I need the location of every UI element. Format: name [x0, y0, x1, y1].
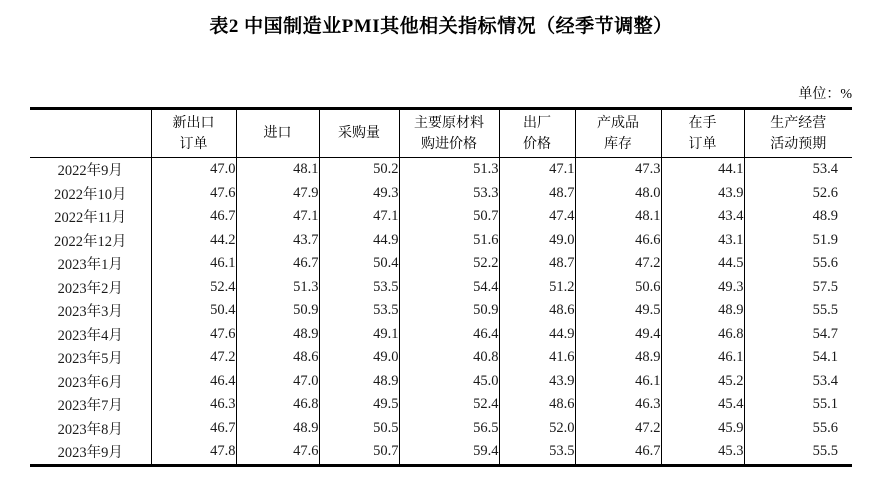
value-cell: 48.6: [236, 346, 319, 370]
value-cell: 55.6: [744, 252, 852, 276]
value-cell: 45.2: [661, 370, 744, 394]
column-header: 出厂 价格: [499, 109, 575, 158]
value-cell: 43.7: [236, 229, 319, 253]
table-row: [30, 346, 852, 370]
value-cell: 44.2: [151, 229, 236, 253]
period-cell: 2022年9月: [57, 163, 123, 180]
value-cell: 50.6: [575, 276, 661, 300]
value-cell: 49.1: [319, 323, 399, 347]
value-cell: 46.7: [151, 417, 236, 441]
value-cell: 50.4: [319, 252, 399, 276]
value-cell: 48.9: [319, 370, 399, 394]
value-cell: 44.9: [499, 323, 575, 347]
table-row: [30, 158, 852, 182]
value-cell: 46.1: [661, 346, 744, 370]
value-cell: 47.0: [236, 370, 319, 394]
value-cell: 52.6: [744, 182, 852, 206]
value-cell: 52.2: [399, 252, 499, 276]
value-cell: 46.3: [575, 393, 661, 417]
value-cell: 50.9: [399, 299, 499, 323]
value-cell: 48.6: [499, 393, 575, 417]
value-cell: 49.3: [661, 276, 744, 300]
value-cell: 48.6: [499, 299, 575, 323]
value-cell: 57.5: [744, 276, 852, 300]
value-cell: 51.9: [744, 229, 852, 253]
value-cell: 48.1: [236, 158, 319, 182]
table-header: [30, 109, 852, 158]
value-cell: 47.1: [236, 205, 319, 229]
value-cell: 48.7: [499, 182, 575, 206]
period-cell: 2023年4月: [57, 327, 123, 344]
value-cell: 49.0: [499, 229, 575, 253]
value-cell: 53.4: [744, 158, 852, 182]
value-cell: 53.4: [744, 370, 852, 394]
value-cell: 45.3: [661, 440, 744, 465]
value-cell: 49.4: [575, 323, 661, 347]
value-cell: 50.4: [151, 299, 236, 323]
value-cell: 46.7: [151, 205, 236, 229]
value-cell: 51.3: [236, 276, 319, 300]
value-cell: 48.9: [236, 417, 319, 441]
value-cell: 47.6: [151, 182, 236, 206]
period-cell: 2023年2月: [57, 280, 123, 297]
value-cell: 43.9: [661, 182, 744, 206]
value-cell: 44.9: [319, 229, 399, 253]
period-cell: 2022年12月: [54, 233, 127, 250]
unit-label: 单位：%: [798, 87, 852, 102]
period-cell: 2023年3月: [57, 304, 123, 321]
value-cell: 47.1: [499, 158, 575, 182]
period-cell: 2023年9月: [57, 445, 123, 462]
column-header: 采购量: [319, 109, 399, 158]
period-cell: 2022年11月: [54, 210, 127, 227]
column-header: 主要原材料 购进价格: [399, 109, 499, 158]
value-cell: 48.0: [575, 182, 661, 206]
value-cell: 53.5: [319, 299, 399, 323]
value-cell: 55.6: [744, 417, 852, 441]
value-cell: 50.7: [319, 440, 399, 465]
period-cell: 2023年5月: [57, 351, 123, 368]
value-cell: 54.1: [744, 346, 852, 370]
value-cell: 54.7: [744, 323, 852, 347]
value-cell: 46.3: [151, 393, 236, 417]
value-cell: 48.1: [575, 205, 661, 229]
value-cell: 50.5: [319, 417, 399, 441]
value-cell: 47.2: [575, 252, 661, 276]
value-cell: 50.9: [236, 299, 319, 323]
table-row: [30, 276, 852, 300]
table-row: [30, 205, 852, 229]
table-row: [30, 417, 852, 441]
header-row: [30, 109, 852, 158]
value-cell: 46.6: [575, 229, 661, 253]
value-cell: 52.4: [399, 393, 499, 417]
value-cell: 43.1: [661, 229, 744, 253]
value-cell: 53.5: [499, 440, 575, 465]
value-cell: 48.9: [661, 299, 744, 323]
table-area: [30, 83, 852, 467]
value-cell: 55.5: [744, 299, 852, 323]
value-cell: 49.3: [319, 182, 399, 206]
value-cell: 55.5: [744, 440, 852, 465]
value-cell: 48.7: [499, 252, 575, 276]
value-cell: 48.9: [236, 323, 319, 347]
table-row: [30, 393, 852, 417]
period-column-header: [30, 109, 151, 158]
table-row: [30, 252, 852, 276]
value-cell: 44.1: [661, 158, 744, 182]
value-cell: 48.9: [575, 346, 661, 370]
value-cell: 46.1: [151, 252, 236, 276]
page-title: 表2 中国制造业PMI其他相关指标情况（经季节调整）: [209, 16, 673, 37]
value-cell: 59.4: [399, 440, 499, 465]
period-cell: 2023年8月: [57, 421, 123, 438]
value-cell: 45.4: [661, 393, 744, 417]
value-cell: 52.4: [151, 276, 236, 300]
value-cell: 51.6: [399, 229, 499, 253]
table-row: [30, 323, 852, 347]
column-header: 在手 订单: [661, 109, 744, 158]
value-cell: 51.3: [399, 158, 499, 182]
value-cell: 47.3: [575, 158, 661, 182]
value-cell: 46.7: [575, 440, 661, 465]
table-row: [30, 229, 852, 253]
value-cell: 47.4: [499, 205, 575, 229]
value-cell: 53.3: [399, 182, 499, 206]
value-cell: 49.0: [319, 346, 399, 370]
value-cell: 50.2: [319, 158, 399, 182]
column-header: 新出口 订单: [151, 109, 236, 158]
value-cell: 46.1: [575, 370, 661, 394]
value-cell: 55.1: [744, 393, 852, 417]
table-row: [30, 370, 852, 394]
period-cell: 2023年1月: [57, 257, 123, 274]
period-cell: 2022年10月: [54, 186, 127, 203]
value-cell: 53.5: [319, 276, 399, 300]
value-cell: 40.8: [399, 346, 499, 370]
value-cell: 47.8: [151, 440, 236, 465]
value-cell: 43.4: [661, 205, 744, 229]
value-cell: 41.6: [499, 346, 575, 370]
value-cell: 46.4: [399, 323, 499, 347]
column-header: 进口: [236, 109, 319, 158]
value-cell: 45.9: [661, 417, 744, 441]
value-cell: 50.7: [399, 205, 499, 229]
column-header: 生产经营 活动预期: [744, 109, 852, 158]
value-cell: 47.1: [319, 205, 399, 229]
period-cell: 2023年6月: [57, 374, 123, 391]
value-cell: 46.8: [236, 393, 319, 417]
column-header: 产成品 库存: [575, 109, 661, 158]
value-cell: 49.5: [319, 393, 399, 417]
value-cell: 47.2: [151, 346, 236, 370]
value-cell: 45.0: [399, 370, 499, 394]
value-cell: 47.2: [575, 417, 661, 441]
value-cell: 51.2: [499, 276, 575, 300]
table-row: [30, 440, 852, 465]
table-row: [30, 299, 852, 323]
table-row: [30, 182, 852, 206]
value-cell: 48.9: [744, 205, 852, 229]
value-cell: 52.0: [499, 417, 575, 441]
value-cell: 47.6: [151, 323, 236, 347]
pmi-indicators-table: [30, 107, 852, 467]
value-cell: 46.4: [151, 370, 236, 394]
period-cell: 2023年7月: [57, 398, 123, 415]
value-cell: 47.6: [236, 440, 319, 465]
value-cell: 54.4: [399, 276, 499, 300]
value-cell: 46.8: [661, 323, 744, 347]
value-cell: 46.7: [236, 252, 319, 276]
table-body: [30, 158, 852, 466]
value-cell: 44.5: [661, 252, 744, 276]
value-cell: 47.0: [151, 158, 236, 182]
value-cell: 47.9: [236, 182, 319, 206]
value-cell: 49.5: [575, 299, 661, 323]
value-cell: 56.5: [399, 417, 499, 441]
value-cell: 43.9: [499, 370, 575, 394]
